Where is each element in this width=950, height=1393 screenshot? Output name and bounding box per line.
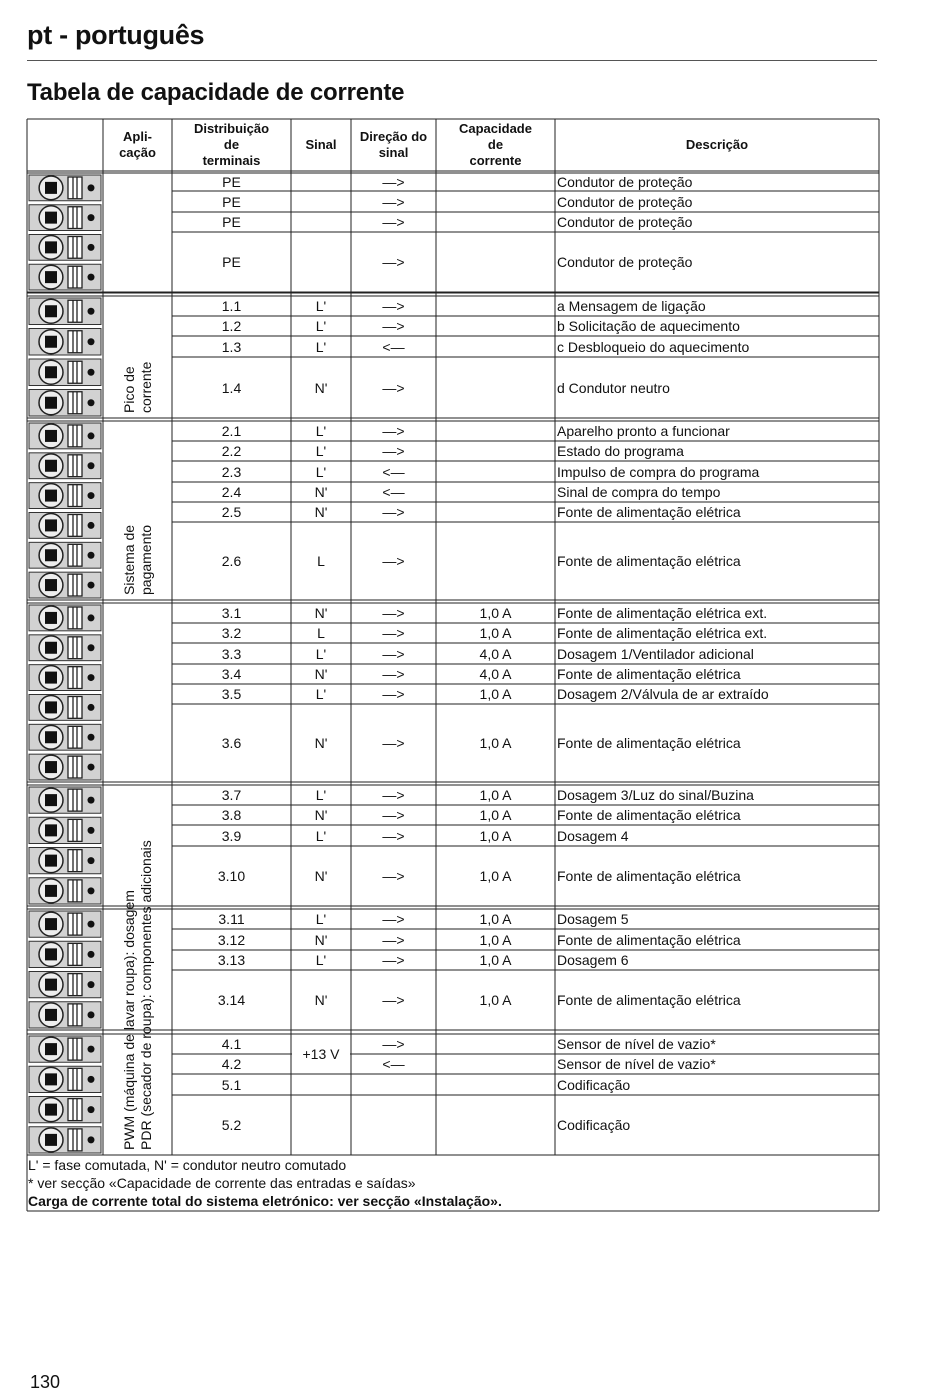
signal-cell: L': [315, 686, 327, 702]
column-header-direction: Direção do sinal: [359, 129, 428, 160]
description-cell: Fonte de alimentação elétrica ext.: [557, 625, 768, 641]
capacity-cell: 1,0 A: [479, 868, 512, 884]
terminal-cell: PE: [222, 193, 241, 210]
terminal-connector-icon: [29, 848, 101, 874]
terminal-cell: PE: [222, 254, 241, 270]
terminal-cell: 5.1: [221, 1076, 242, 1093]
direction-cell: —>: [382, 735, 405, 751]
capacity-cell: [436, 421, 555, 441]
signal-cell: L: [317, 625, 325, 641]
terminal-connector-icon: [29, 787, 101, 813]
page-title: Tabela de capacidade de corrente: [27, 79, 405, 106]
direction-cell: [351, 1095, 436, 1155]
capacity-cell: [436, 212, 555, 232]
terminal-cell: 1.3: [221, 338, 242, 355]
direction-cell: <—: [382, 338, 405, 355]
description-cell: Codificação: [557, 1076, 631, 1093]
description-cell: b Solicitação de aquecimento: [557, 318, 740, 334]
signal-cell: N': [314, 379, 328, 396]
terminal-connector-icon: [29, 359, 101, 386]
capacity-cell: [436, 191, 555, 212]
terminal-connector-icon: [29, 1097, 101, 1123]
direction-cell: —>: [382, 666, 405, 682]
terminal-cell: 3.14: [217, 992, 246, 1008]
direction-cell: —>: [382, 645, 405, 662]
capacity-cell: [436, 173, 555, 191]
terminal-connector-icon: [29, 483, 101, 509]
capacity-cell: 1,0 A: [479, 686, 512, 702]
terminal-connector-icon: [29, 878, 101, 904]
direction-cell: —>: [382, 605, 405, 621]
terminal-connector-icon: [29, 453, 101, 479]
language-header: pt - português: [27, 20, 205, 50]
terminal-connector-icon: [29, 1002, 101, 1028]
description-cell: Sensor de nível de vazio*: [557, 1056, 716, 1072]
signal-cell: L': [315, 423, 327, 439]
description-cell: Sensor de nível de vazio*: [557, 1036, 716, 1052]
signal-cell: [291, 173, 351, 191]
capacity-cell: [436, 461, 555, 482]
terminal-connector-icon: [29, 329, 101, 356]
legend-line: Carga de corrente total do sistema eletrónico: ver secção «Instalação».: [28, 1193, 502, 1209]
direction-cell: <—: [382, 463, 405, 480]
direction-cell: —>: [382, 318, 405, 334]
description-cell: Condutor de proteção: [557, 214, 693, 230]
direction-cell: —>: [382, 827, 405, 844]
terminal-connector-icon: [29, 605, 101, 631]
description-cell: Fonte de alimentação elétrica: [557, 504, 741, 520]
capacity-cell: 1,0 A: [479, 911, 512, 927]
capacity-cell: 1,0 A: [479, 787, 512, 803]
capacity-cell: [436, 316, 555, 336]
direction-cell: —>: [382, 174, 405, 190]
direction-cell: —>: [382, 952, 405, 968]
signal-cell: N': [314, 992, 328, 1008]
description-cell: Impulso de compra do programa: [557, 463, 760, 480]
terminal-cell: PE: [222, 174, 241, 190]
signal-cell: N': [314, 735, 328, 751]
terminal-cell: 3.10: [217, 868, 246, 884]
capacity-cell: [436, 482, 555, 502]
description-cell: Fonte de alimentação elétrica: [557, 868, 741, 884]
capacity-cell: 1,0 A: [479, 605, 512, 621]
column-header-application: Apli- cação: [119, 129, 156, 160]
terminal-cell: 1.2: [221, 318, 242, 334]
terminal-connector-icon: [29, 542, 101, 568]
signal-cell: [291, 1074, 351, 1095]
terminal-connector-icon: [29, 972, 101, 998]
column-header-description: Descrição: [685, 137, 749, 152]
capacity-cell: [436, 232, 555, 292]
terminal-cell: 3.8: [221, 807, 242, 823]
capacity-cell: [436, 522, 555, 600]
terminal-cell: 3.4: [221, 666, 242, 682]
column-header-capacity: Capacidade de corrente: [459, 121, 532, 168]
terminal-cell: 1.1: [221, 298, 242, 314]
signal-cell: +13 V: [302, 1046, 340, 1062]
direction-cell: —>: [382, 254, 405, 270]
description-cell: Dosagem 4: [557, 827, 629, 844]
direction-cell: —>: [382, 193, 405, 210]
terminal-cell: 3.12: [217, 931, 246, 948]
terminal-cell: 2.5: [221, 504, 242, 520]
terminal-connector-icon: [29, 572, 101, 598]
terminal-connector-icon: [29, 205, 101, 231]
terminal-cell: 3.13: [217, 952, 246, 968]
capacity-cell: [436, 336, 555, 357]
terminal-cell: 3.2: [221, 625, 242, 641]
terminal-connector-icon: [29, 911, 101, 937]
direction-cell: <—: [382, 484, 405, 500]
description-cell: Fonte de alimentação elétrica: [557, 735, 741, 751]
signal-cell: N': [314, 605, 328, 621]
description-cell: Dosagem 1/Ventilador adicional: [557, 645, 754, 662]
terminal-cell: 4.2: [221, 1056, 242, 1072]
terminal-connector-icon: [29, 724, 101, 750]
terminal-cell: 3.5: [221, 686, 242, 702]
application-label: Sistema de pagamento: [120, 524, 154, 595]
description-cell: Fonte de alimentação elétrica: [557, 553, 741, 569]
terminal-cell: 3.11: [218, 911, 245, 927]
direction-cell: —>: [382, 214, 405, 230]
capacity-cell: 4,0 A: [479, 645, 512, 662]
application-label: PWM (máquina de lavar roupa): dosagem PDR (secador de roupa): componentes adicionais: [120, 840, 154, 1150]
description-cell: Sinal de compra do tempo: [557, 484, 721, 500]
direction-cell: —>: [382, 992, 405, 1008]
terminal-connector-icon: [29, 665, 101, 691]
terminal-cell: 3.6: [221, 735, 242, 751]
signal-cell: [291, 1095, 351, 1155]
terminal-cell: 5.2: [221, 1117, 242, 1133]
direction-cell: —>: [382, 807, 405, 823]
terminal-cell: 3.3: [221, 645, 242, 662]
capacity-cell: 4,0 A: [479, 666, 512, 682]
terminal-connector-icon: [29, 1066, 101, 1092]
terminal-cell: 2.6: [221, 553, 242, 569]
terminal-connector-icon: [29, 298, 101, 325]
description-cell: Codificação: [557, 1117, 631, 1133]
description-cell: c Desbloqueio do aquecimento: [557, 338, 750, 355]
description-cell: Dosagem 6: [557, 952, 629, 968]
signal-cell: N': [314, 504, 328, 520]
terminal-connector-icon: [29, 754, 101, 780]
capacity-cell: [436, 357, 555, 418]
page-number: 130: [30, 1372, 61, 1392]
signal-cell: L': [315, 318, 327, 334]
direction-cell: —>: [382, 553, 405, 569]
signal-cell: L': [315, 911, 327, 927]
capacity-cell: [436, 296, 555, 316]
description-cell: Dosagem 5: [557, 911, 629, 927]
signal-cell: N': [314, 931, 328, 948]
terminal-cell: 3.1: [221, 605, 242, 621]
capacity-cell: [436, 502, 555, 522]
capacity-cell: 1,0 A: [479, 807, 512, 823]
application-label: Pico de corrente: [120, 361, 154, 413]
capacity-cell: 1,0 A: [479, 952, 512, 968]
capacity-cell: 1,0 A: [479, 992, 512, 1008]
description-cell: Fonte de alimentação elétrica ext.: [557, 605, 768, 621]
terminal-connector-icon: [29, 1127, 101, 1153]
description-cell: Dosagem 2/Válvula de ar extraído: [557, 686, 769, 702]
signal-cell: L': [315, 952, 327, 968]
column-header-signal: Sinal: [305, 137, 337, 152]
capacity-cell: [436, 441, 555, 461]
capacity-cell: [436, 1034, 555, 1054]
description-cell: d Condutor neutro: [557, 379, 670, 396]
signal-cell: L': [315, 645, 327, 662]
direction-cell: —>: [382, 787, 405, 803]
terminal-cell: 2.4: [221, 484, 242, 500]
capacity-cell: 1,0 A: [479, 931, 512, 948]
direction-cell: —>: [382, 504, 405, 520]
terminal-connector-icon: [29, 423, 101, 449]
terminal-cell: 3.7: [221, 787, 242, 803]
signal-cell: N': [314, 666, 328, 682]
signal-cell: L': [315, 827, 327, 844]
direction-cell: —>: [382, 423, 405, 439]
direction-cell: —>: [382, 298, 405, 314]
direction-cell: —>: [382, 686, 405, 702]
terminal-cell: 3.9: [221, 827, 242, 844]
signal-cell: L': [315, 463, 327, 480]
direction-cell: —>: [382, 931, 405, 948]
direction-cell: —>: [382, 1036, 405, 1052]
description-cell: Aparelho pronto a funcionar: [557, 423, 730, 439]
signal-cell: L': [315, 338, 327, 355]
signal-cell: L: [317, 553, 325, 569]
terminal-connector-icon: [29, 264, 101, 290]
direction-cell: —>: [382, 911, 405, 927]
description-cell: Fonte de alimentação elétrica: [557, 666, 741, 682]
terminal-connector-icon: [29, 175, 101, 201]
signal-cell: N': [314, 868, 328, 884]
terminal-connector-icon: [29, 390, 101, 417]
direction-cell: —>: [382, 868, 405, 884]
description-cell: Condutor de proteção: [557, 254, 693, 270]
capacity-cell: 1,0 A: [479, 827, 512, 844]
terminal-connector-icon: [29, 817, 101, 843]
signal-cell: L': [315, 298, 327, 314]
capacity-cell: [436, 1095, 555, 1155]
description-cell: a Mensagem de ligação: [557, 298, 706, 314]
capacity-cell: [436, 1074, 555, 1095]
description-cell: Fonte de alimentação elétrica: [557, 807, 741, 823]
terminal-connector-icon: [29, 695, 101, 721]
terminal-connector-icon: [29, 941, 101, 967]
terminal-connector-icon: [29, 235, 101, 261]
signal-cell: L': [315, 443, 327, 459]
capacity-cell: 1,0 A: [479, 625, 512, 641]
column-header-terminal: Distribuição de terminais: [193, 121, 270, 168]
terminal-cell: 1.4: [221, 379, 242, 396]
signal-cell: L': [315, 787, 327, 803]
terminal-cell: 2.1: [221, 423, 242, 439]
direction-cell: —>: [382, 625, 405, 641]
terminal-cell: 4.1: [221, 1036, 242, 1052]
signal-cell: N': [314, 807, 328, 823]
terminal-cell: 2.2: [221, 443, 242, 459]
direction-cell: [351, 1074, 436, 1095]
terminal-connector-icon: [29, 513, 101, 539]
capacity-cell: [436, 1054, 555, 1074]
capacity-cell: 1,0 A: [479, 735, 512, 751]
legend-line: L' = fase comutada, N' = condutor neutro comutado: [28, 1157, 347, 1173]
terminal-connector-icon: [29, 1036, 101, 1062]
description-cell: Fonte de alimentação elétrica: [557, 992, 741, 1008]
description-cell: Condutor de proteção: [557, 174, 693, 190]
legend-line: * ver secção «Capacidade de corrente das entradas e saídas»: [28, 1175, 416, 1191]
description-cell: Estado do programa: [557, 443, 684, 459]
terminal-cell: 2.3: [221, 463, 242, 480]
signal-cell: N': [314, 484, 328, 500]
direction-cell: <—: [382, 1056, 405, 1072]
signal-cell: [291, 191, 351, 212]
terminal-cell: PE: [222, 214, 241, 230]
direction-cell: —>: [382, 379, 405, 396]
signal-cell: [291, 212, 351, 232]
description-cell: Fonte de alimentação elétrica: [557, 931, 741, 948]
terminal-connector-icon: [29, 635, 101, 661]
description-cell: Dosagem 3/Luz do sinal/Buzina: [557, 787, 754, 803]
signal-cell: [291, 232, 351, 292]
direction-cell: —>: [382, 443, 405, 459]
description-cell: Condutor de proteção: [557, 193, 693, 210]
